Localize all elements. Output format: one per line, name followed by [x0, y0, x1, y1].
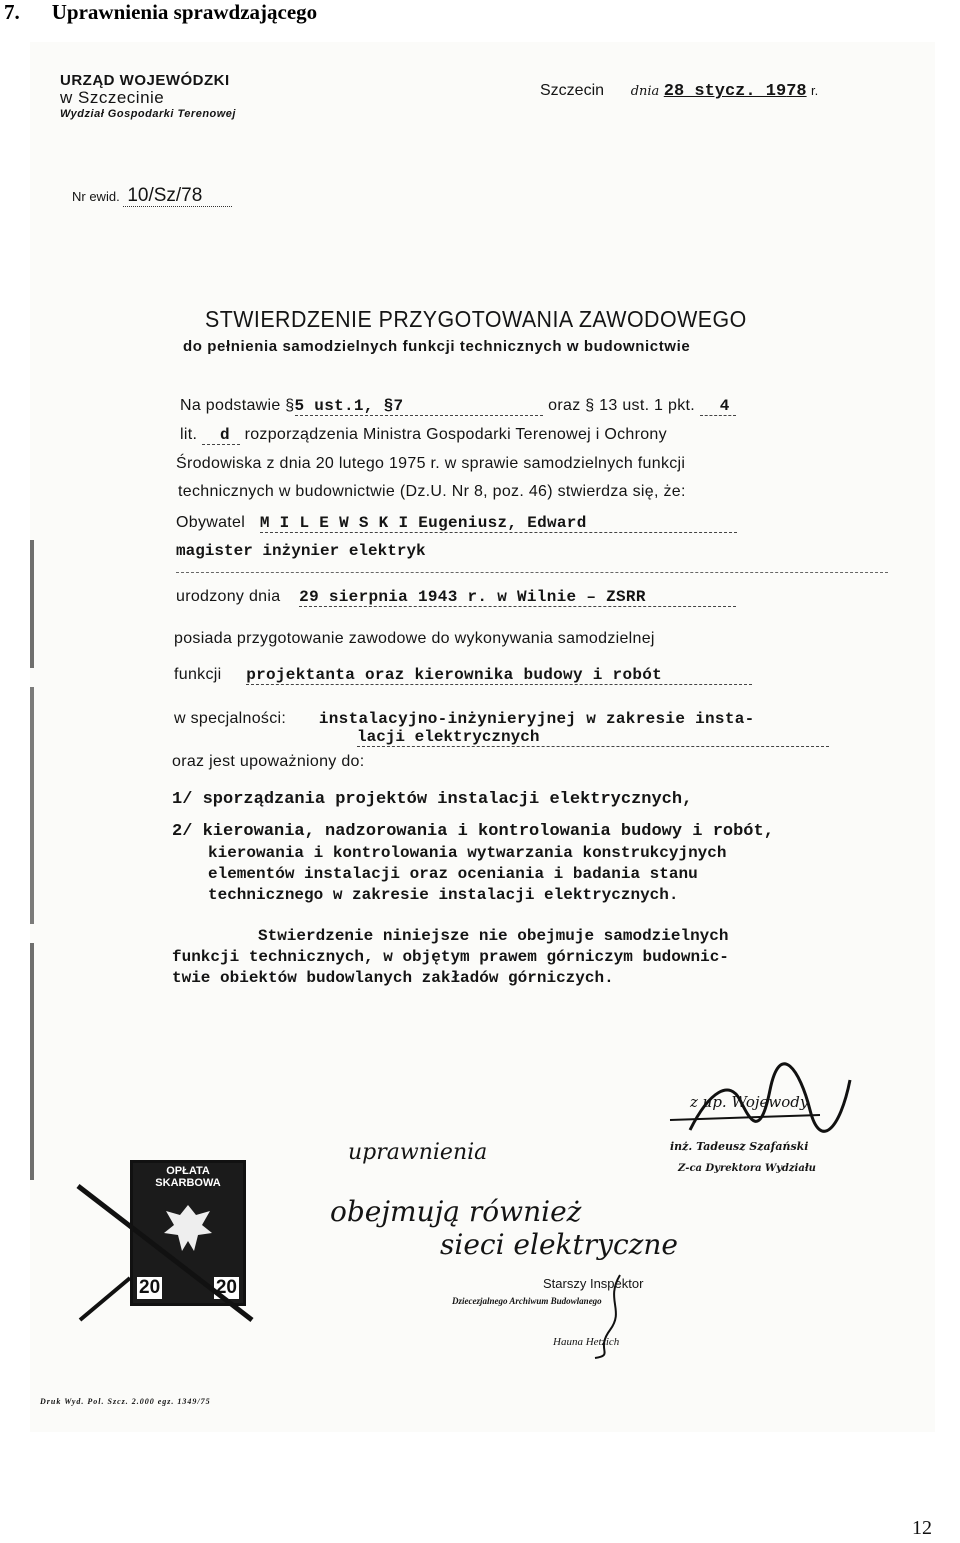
inspector-title: Starszy Inspektor: [543, 1276, 644, 1291]
authorization-1: 1/ sporządzania projektów instalacji elektrycznych,: [172, 790, 693, 809]
section-heading: [4, 0, 317, 25]
handwritten-line-3: sieci elektryczne: [440, 1228, 678, 1261]
prep-line-1: posiada przygotowanie zawodowe do wykonywania samodzielnej: [174, 630, 655, 647]
legal-fill: d: [202, 426, 240, 445]
specialty-label: w specjalności:: [174, 710, 287, 727]
signatory-role: Z-ca Dyrektora Wydziału: [678, 1163, 816, 1174]
inspector-office: Dziecezjalnego Archiwum Budowlanego: [452, 1296, 602, 1306]
legal-text: Na podstawie §: [180, 397, 295, 414]
authorization-2-cont-3: technicznego w zakresie instalacji elektrycznych.: [208, 886, 679, 904]
birth-line: [176, 588, 736, 606]
inspector-signature: [585, 1270, 645, 1360]
handwritten-line-1: uprawnienia: [348, 1140, 488, 1165]
date-year: 78: [786, 82, 807, 101]
legal-line-1: [180, 397, 736, 415]
date-value: 28 stycz. 19: [663, 82, 787, 101]
authorization-2: 2/ kierowania, nadzorowania i kontrolowania budowy i robót,: [172, 822, 774, 841]
notice-line-3: twie obiektów budowlanych zakładów górniczych.: [172, 969, 614, 987]
specialty-line: [174, 710, 755, 728]
section-number: 7.: [4, 0, 20, 24]
citizen-label: Obywatel: [176, 514, 246, 531]
letterhead-line1: URZĄD WOJEWÓDZKI: [60, 72, 230, 89]
signature-role-top: z up. Wojewody: [690, 1093, 809, 1111]
citizen-line: [176, 514, 737, 532]
inspector-name: Hauna Hetzich: [553, 1336, 620, 1348]
function-line: [174, 666, 752, 684]
date-prefix: dnia: [630, 84, 660, 99]
legal-pkt: 4: [700, 397, 736, 416]
registry-number: [72, 185, 232, 207]
authorized-label: oraz jest upoważniony do:: [172, 753, 365, 770]
legal-line-3: Środowiska z dnia 20 lutego 1975 r. w sprawie samodzielnych funkcji: [176, 455, 686, 472]
fee-stamp-value-right: 20: [215, 1277, 237, 1298]
legal-fill: 5 ust.1, §7: [295, 397, 544, 416]
handwritten-line-2: obejmują również: [330, 1195, 582, 1228]
fee-stamp-value-left: 20: [139, 1277, 161, 1298]
specialty-value-1: instalacyjno-inżynieryjnej w zakresie insta-: [318, 710, 755, 728]
date-place: Szczecin: [540, 82, 605, 99]
specialty-value-2: lacji elektrycznych: [357, 728, 829, 747]
print-footer: Druk Wyd. Pol. Szcz. 2.000 egz. 1349/75: [40, 1397, 211, 1406]
signatory-name: inż. Tadeusz Szafański: [670, 1140, 809, 1153]
letterhead-line2: w Szczecinie: [60, 88, 165, 107]
letterhead-line3: Wydział Gospodarki Terenowej: [60, 108, 236, 120]
registry-label: Nr ewid.: [72, 189, 120, 204]
letterhead-stamp: [60, 72, 236, 123]
function-value: projektanta oraz kierownika budowy i robót: [246, 666, 752, 685]
birth-label: urodzony dnia: [176, 588, 281, 605]
stamp-cancel-cross: [70, 1180, 260, 1330]
citizen-degree: magister inżynier elektryk: [176, 542, 426, 560]
notice-line-1: Stwierdzenie niniejsze nie obejmuje samodzielnych: [258, 927, 729, 945]
divider: [176, 572, 888, 573]
authorization-2-cont-2: elementów instalacji oraz oceniania i badania stanu: [208, 865, 698, 883]
document-title: STWIERDZENIE PRZYGOTOWANIA ZAWODOWEGO: [205, 306, 747, 332]
legal-text: rozporządzenia Ministra Gospodarki Terenowej i Ochrony: [244, 426, 667, 443]
section-title: Uprawnienia sprawdzającego: [51, 0, 318, 24]
notice-line-2: funkcji technicznych, w objętym prawem górniczym budownic-: [172, 948, 729, 966]
legal-line-2: [180, 426, 667, 444]
legal-text: oraz § 13 ust. 1 pkt.: [548, 397, 695, 414]
registry-value: 10/Sz/78: [123, 185, 232, 207]
document-subtitle: do pełnienia samodzielnych funkcji technicznych w budownictwie: [183, 338, 691, 355]
page-number: 12: [912, 1517, 932, 1539]
fee-stamp-header: OPŁATA SKARBOWA: [155, 1165, 221, 1189]
place-date: [540, 82, 818, 101]
citizen-name: M I L E W S K I Eugeniusz, Edward: [260, 514, 737, 533]
birth-value: 29 sierpnia 1943 r. w Wilnie – ZSRR: [299, 588, 736, 607]
legal-line-4: technicznych w budownictwie (Dz.U. Nr 8, poz. 46) stwierdza się, że:: [178, 483, 686, 500]
function-label: funkcji: [174, 666, 222, 683]
legal-text: lit.: [180, 426, 198, 443]
scan-edge: [30, 540, 34, 1180]
authorization-2-cont-1: kierowania i kontrolowania wytwarzania konstrukcyjnych: [208, 844, 727, 862]
date-suffix: r.: [811, 83, 819, 98]
